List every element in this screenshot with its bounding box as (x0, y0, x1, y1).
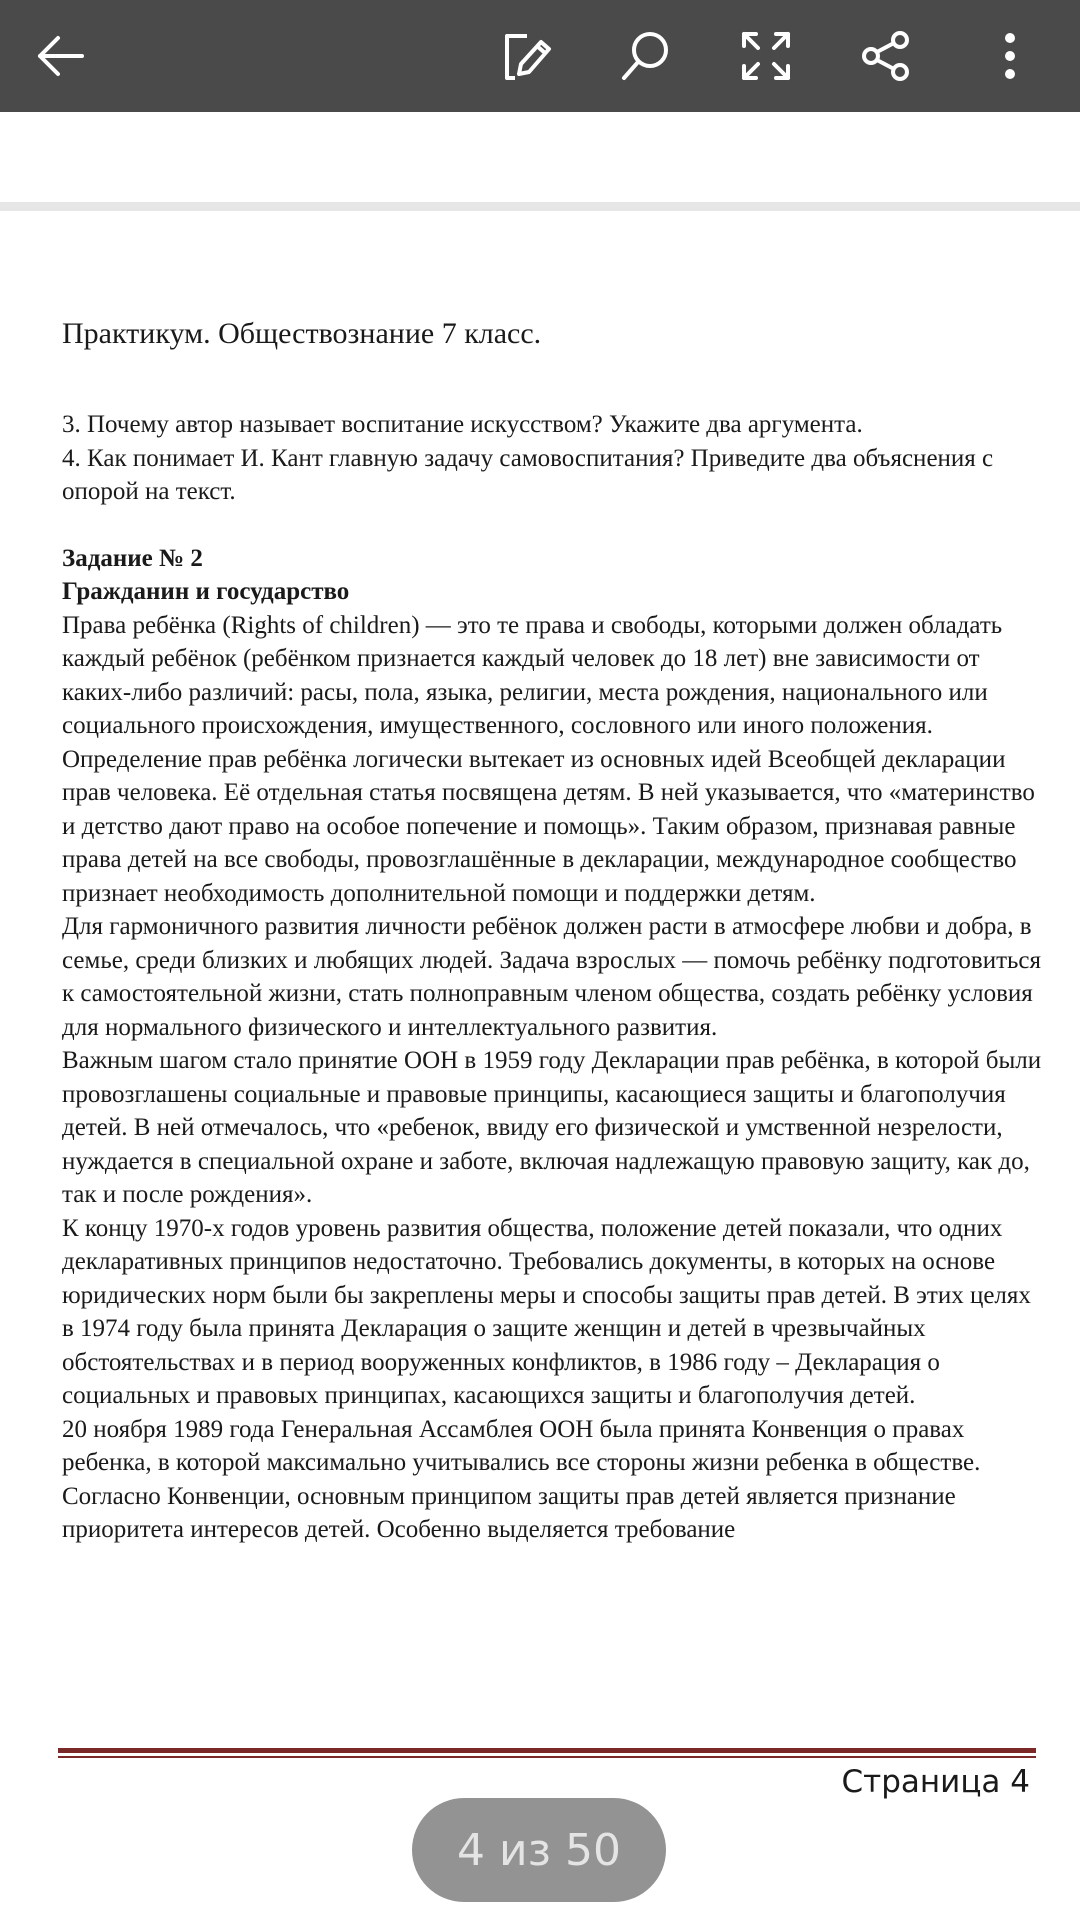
page-number-label: Страница 4 (841, 1764, 1030, 1800)
back-button[interactable] (22, 18, 98, 94)
footer-rule-thick (58, 1748, 1036, 1753)
page-separator (0, 202, 1080, 211)
questions-block (62, 408, 1042, 509)
task-block (62, 542, 1042, 1547)
share-button[interactable] (848, 18, 924, 94)
search-button[interactable] (608, 18, 684, 94)
more-vertical-icon (982, 28, 1038, 84)
page-indicator: 4 из 50 (412, 1798, 666, 1902)
paragraph: Согласно Конвенции, основным принципом защиты прав детей является признание приоритета интересов детей. Особенно выделяется требование (62, 1482, 956, 1543)
edit-document-icon (497, 28, 553, 84)
question-3: 3. Почему автор называет воспитание искусством? Укажите два аргумента. (62, 411, 863, 438)
edit-button[interactable] (487, 18, 563, 94)
more-options-button[interactable] (972, 18, 1048, 94)
footer-rule (58, 1748, 1036, 1758)
footer-rule-thin (58, 1756, 1036, 1758)
paragraph: К концу 1970-х годов уровень развития общества, положение детей показали, что одних декларативных принципов недостаточно. Требовались документы, в которых на основе юридических норм были бы закреплены меры и способы защиты прав детей. В этих целях в 1974 году была принята Декларация о защите женщин и детей в чрезвычайных обстоятельствах и в период вооруженных конфликтов, в 1986 году – Декларация о социальных и правовых принципах, касающихся защиты и благополучия детей. (62, 1214, 1031, 1409)
paragraph: Права ребёнка (Rights of children) — это те права и свободы, которыми должен обладать каждый ребёнок (ребёнком признается каждый человек до 18 лет) вне зависимости от каких-либо различий: расы, пола, языка, религии, места рождения, национального или социального происхождения, имущественного, сословного или иного положения. Определение прав ребёнка логически вытекает из основных идей Всеобщей декларации прав человека. Её отдельная статья посвящена детям. В ней указывается, что «материнство и детство дают право на особое попечение и помощь». Таким образом, признавая равные права детей на все свободы, провозглашённые в декларации, международное сообщество признает необходимость дополнительной помощи и поддержки детям. (62, 611, 1035, 907)
task-subtitle: Гражданин и государство (62, 578, 350, 605)
arrow-left-icon (32, 28, 88, 84)
fullscreen-icon (738, 28, 794, 84)
paragraph: 20 ноября 1989 года Генеральная Ассамблея ООН была принята Конвенция о правах ребенка, в которой максимально учитывались все стороны жизни ребенка в обществе. (62, 1415, 981, 1476)
fullscreen-button[interactable] (728, 18, 804, 94)
top-toolbar (0, 0, 1080, 112)
paragraph: Важным шагом стало принятие ООН в 1959 году Декларации прав ребёнка, в которой были провозглашены социальные и правовые принципы, касающиеся защиты и благополучия детей. В ней отмечалось, что «ребенок, ввиду его физической и умственной незрелости, нуждается в специальной охране и заботе, включая надлежащую правовую защиту, как до, так и после рождения». (62, 1047, 1042, 1208)
task-title: Задание № 2 (62, 544, 203, 572)
document-header: Практикум. Обществознание 7 класс. (62, 317, 542, 350)
document-page (62, 314, 1042, 1547)
paragraph: Для гармоничного развития личности ребёнок должен расти в атмосфере любви и добра, в семье, среди близких и любящих людей. Задача взрослых — помочь ребёнку подготовиться к самостоятельной жизни, стать полноправным членом общества, создать ребёнку условия для нормального физического и интеллектуального развития. (62, 913, 1042, 1041)
question-4: 4. Как понимает И. Кант главную задачу самовоспитания? Приведите два объяснения с опорой на текст. (62, 444, 994, 505)
share-icon (858, 28, 914, 84)
search-icon (618, 28, 674, 84)
